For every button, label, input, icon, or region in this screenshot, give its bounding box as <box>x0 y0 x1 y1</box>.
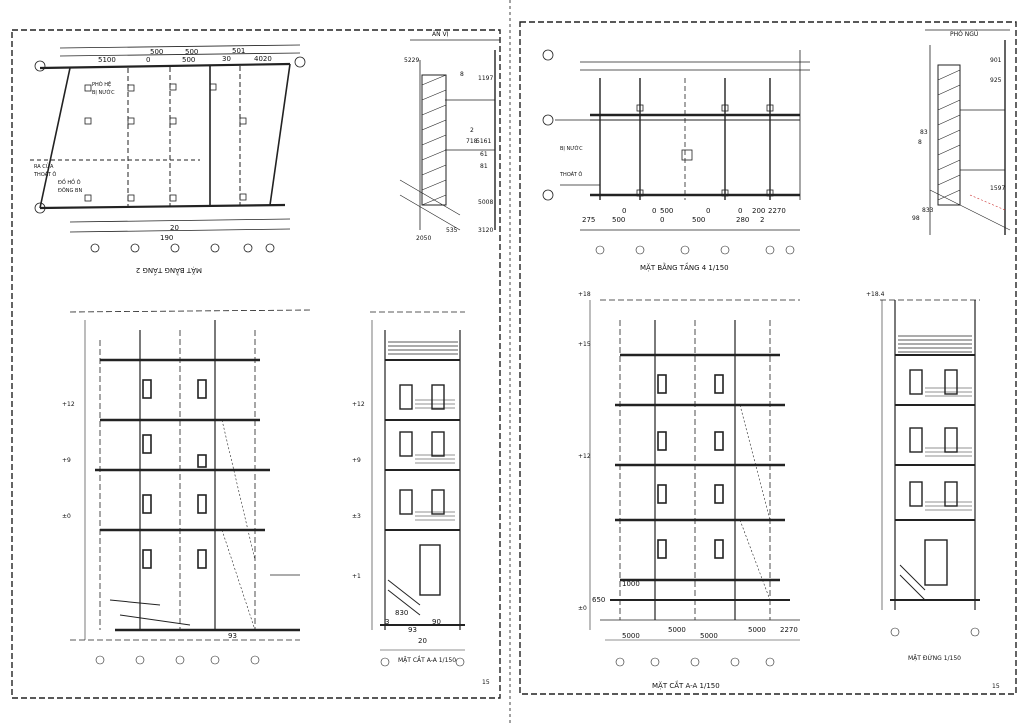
left-side-dim-3: 2 <box>470 127 474 134</box>
right-plan-label-0: BỊ NƯỚC <box>560 146 583 152</box>
left-elev2-dim-1: 3 <box>385 618 390 626</box>
left-side-dim-0: 5229 <box>404 57 420 64</box>
right-plan-dim2-4: 280 <box>736 216 750 224</box>
right-plan-dim2-2: 0 <box>660 216 665 224</box>
left-plan-label-2: RA CỬA <box>34 164 54 170</box>
left-elev-level-2: ±0 <box>62 513 71 520</box>
right-elev2-caption: MẶT ĐỨNG 1/150 <box>908 655 961 662</box>
left-plan-label-4: ĐỒ HỒ Ô <box>58 180 81 186</box>
right-elev-dim-2: 5000 <box>700 632 718 640</box>
left-elev2-dim-4: 20 <box>418 637 427 645</box>
right-plan-dim1-5: 200 <box>752 207 766 215</box>
left-elev2-level-0: +12 <box>352 401 365 408</box>
left-elev2-level-3: +1 <box>352 573 361 580</box>
left-plan-dim-top2-1: 0 <box>146 56 151 64</box>
right-elev-caption: MẶT CẮT A-A 1/150 <box>652 682 720 690</box>
right-elev-dim-5: 1000 <box>622 580 640 588</box>
right-page-number: 15 <box>992 683 1000 690</box>
right-plan-dim1-2: 500 <box>660 207 674 215</box>
right-side-dim-1: 925 <box>990 77 1002 84</box>
right-plan-dim1-1: 0 <box>652 207 657 215</box>
right-plan-label-1: THOÁT Ô <box>560 172 583 178</box>
left-plan-caption: MẶT BẰNG TẦNG 2 <box>135 266 202 274</box>
left-plan-label-1: BỊ NƯỚC <box>92 90 115 96</box>
left-plan-dim-top1-0: 500 <box>150 48 164 56</box>
right-side-dim-5: 83 <box>920 129 928 136</box>
left-plan-label-3: THOÁT Ô <box>34 172 57 178</box>
left-side-dim-9: 535 <box>446 227 458 234</box>
right-elev-level-2: +12 <box>578 453 591 460</box>
right-side-dim-3: 833 <box>922 207 934 214</box>
right-side-dim-4: 98 <box>912 215 920 222</box>
left-side-dim-11: 3120 <box>478 227 494 234</box>
right-plan-dim2-1: 500 <box>612 216 626 224</box>
right-elev2-level-0: +18.4 <box>866 291 885 298</box>
left-elev2-dim-2: 90 <box>432 618 441 626</box>
right-elev-dim-0: 5000 <box>622 632 640 640</box>
right-side-dim-6: 8 <box>918 139 922 146</box>
left-plan-label-5: ĐÔNG BN <box>58 188 83 194</box>
left-side-dim-2: 1197 <box>478 75 494 82</box>
left-side-dim-4: 718 <box>466 138 478 145</box>
left-plan-dim-bottom1-0: 20 <box>170 224 179 232</box>
right-side-dim-0: 901 <box>990 57 1002 64</box>
left-plan-dim-top2-0: 5100 <box>98 56 116 64</box>
right-plan-dim1-3: 0 <box>706 207 711 215</box>
left-elev2-caption: MẶT CẮT A-A 1/150 <box>398 657 457 664</box>
right-elev-dim-4: 2270 <box>780 626 798 634</box>
left-elev-level-0: +12 <box>62 401 75 408</box>
left-side-title: ẤN VỊ <box>432 31 449 38</box>
left-elev2-dim-3: 93 <box>408 626 417 634</box>
left-plan-dim-top1-1: 500 <box>185 48 199 56</box>
left-side-dim-7: 81 <box>480 163 488 170</box>
left-elev2-dim-0: 830 <box>395 609 409 617</box>
left-plan-dim-top2-3: 30 <box>222 55 231 63</box>
right-plan-dim2-3: 500 <box>692 216 706 224</box>
left-side-dim-10: 2050 <box>416 235 432 242</box>
left-plan-label-0: PHÒ HỆ <box>92 82 112 88</box>
right-plan-dim2-5: 2 <box>760 216 765 224</box>
left-side-dim-6: 61 <box>480 151 488 158</box>
right-plan-dim1-4: 0 <box>738 207 743 215</box>
right-plan-dim1-6: 2270 <box>768 207 786 215</box>
left-side-dim-8: 5008 <box>478 199 494 206</box>
left-elev-dim-bottom-0: 93 <box>228 632 237 640</box>
left-plan-dim-top1-2: 501 <box>232 47 246 55</box>
left-plan-dim-bottom2-0: 190 <box>160 234 174 242</box>
right-elev-level-3: ±0 <box>578 605 587 612</box>
right-elev-level-0: +18 <box>578 291 591 298</box>
right-elev-dim-6: 650 <box>592 596 606 604</box>
left-elev-level-1: +9 <box>62 457 71 464</box>
right-side-title: PHÒ NGỦ <box>950 31 979 38</box>
left-elev2-level-1: +9 <box>352 457 361 464</box>
left-side-dim-1: 8 <box>460 71 464 78</box>
left-plan-dim-top2-2: 500 <box>182 56 196 64</box>
left-page-number: 15 <box>482 679 490 686</box>
right-elev-dim-3: 5000 <box>748 626 766 634</box>
right-plan-dim1-0: 0 <box>622 207 627 215</box>
right-elev-level-1: +15 <box>578 341 591 348</box>
right-side-dim-2: 1597 <box>990 185 1006 192</box>
right-plan-caption: MẶT BẰNG TẦNG 4 1/150 <box>640 264 729 272</box>
left-plan-dim-top2-4: 4020 <box>254 55 272 63</box>
right-elev-dim-1: 5000 <box>668 626 686 634</box>
left-side-dim-5: 5161 <box>476 138 492 145</box>
right-plan-dim2-0: 275 <box>582 216 596 224</box>
left-elev2-level-2: ±3 <box>352 513 361 520</box>
